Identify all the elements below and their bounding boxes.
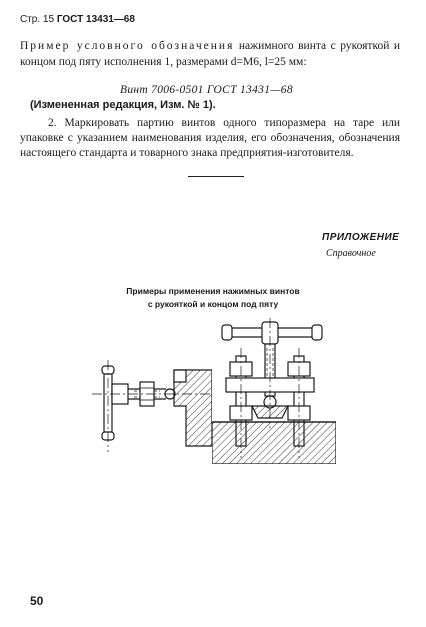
screw-application-drawing-left [90,360,212,456]
page-number: 50 [30,594,44,608]
page-label: Стр. 15 [20,14,55,25]
example-paragraph [20,38,400,70]
appendix-type: Справочное [326,248,376,259]
standard-number: ГОСТ 13431—68 [56,14,135,25]
section-divider [188,176,244,177]
marking-paragraph: 2. Маркировать партию винтов одного типоразмера на таре или упаковке с указанием наименования изделия, его обозначения, обозначения настоящего стандарта и товарного знака предприятия-изготовителя. [20,117,400,159]
figure-caption-line2: с рукояткой и концом под пяту [147,299,279,309]
page-header [20,14,135,25]
changed-edition-note: (Измененная редакция, Изм. № 1). [30,99,216,111]
designation-example: Винт 7006-0501 ГОСТ 13431—68 [120,84,293,96]
figure-caption-line1: Примеры применения нажимных винтов [126,286,300,296]
example-lead: Пример условного обозначения [20,40,235,52]
appendix-title: ПРИЛОЖЕНИЕ [322,232,400,243]
example-text: нажимного винта с рукояткой и концом под пяту исполнения 1, размерами d=M6, l=25 мм: [20,40,401,68]
screw-application-drawing-right [212,318,336,464]
